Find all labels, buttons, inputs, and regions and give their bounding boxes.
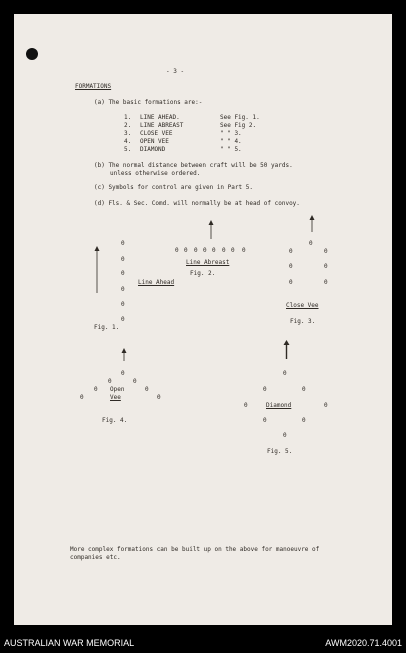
formation-ref: " " 5. — [220, 146, 242, 153]
craft-symbol: 0 — [184, 247, 188, 254]
craft-symbol: 0 — [263, 417, 267, 424]
fig-5-caption: Fig. 5. — [267, 448, 293, 455]
formation-name: LINE AHEAD. — [140, 114, 180, 121]
formation-name: LINE ABREAST — [140, 122, 184, 129]
line-ahead-label: Line Ahead — [138, 279, 175, 286]
direction-arrow-icon — [121, 348, 127, 362]
fig-1-caption: Fig. 1. — [94, 324, 120, 331]
close-vee-label: Close Vee — [286, 302, 319, 309]
diamond-label: Diamond — [266, 402, 292, 409]
craft-symbol: 0 — [121, 316, 125, 323]
craft-symbol: 0 — [231, 247, 235, 254]
craft-symbol: 0 — [212, 247, 216, 254]
craft-symbol: 0 — [324, 279, 328, 286]
craft-symbol: 0 — [194, 247, 198, 254]
formation-num: 3. — [124, 130, 132, 137]
craft-symbol: 0 — [283, 370, 287, 377]
direction-arrow-icon — [208, 220, 214, 240]
craft-symbol: 0 — [302, 417, 306, 424]
formation-name: DIAMOND — [140, 146, 166, 153]
craft-symbol: 0 — [309, 240, 313, 247]
craft-symbol: 0 — [121, 240, 125, 247]
archive-name: AUSTRALIAN WAR MEMORIAL — [4, 638, 135, 648]
direction-arrow-icon — [94, 246, 100, 294]
item-b-line-2: unless otherwise ordered. — [110, 170, 201, 177]
fig-2-caption: Fig. 2. — [190, 270, 216, 277]
formation-ref: See Fig 2. — [220, 122, 257, 129]
line-abreast-label: Line Abreast — [186, 259, 230, 266]
craft-symbol: 0 — [289, 279, 293, 286]
craft-symbol: 0 — [108, 378, 112, 385]
formation-ref: " " 3. — [220, 130, 242, 137]
direction-arrow-icon — [283, 340, 290, 360]
page-heading: FORMATIONS — [75, 83, 112, 90]
craft-symbol: 0 — [94, 386, 98, 393]
craft-symbol: 0 — [324, 402, 328, 409]
craft-symbol: 0 — [203, 247, 207, 254]
formation-num: 2. — [124, 122, 132, 129]
craft-symbol: 0 — [133, 378, 137, 385]
archive-footer — [0, 634, 406, 653]
archive-reference: AWM2020.71.4001 — [325, 638, 402, 648]
fig-3-caption: Fig. 3. — [290, 318, 316, 325]
craft-symbol: 0 — [289, 263, 293, 270]
formation-ref: " " 4. — [220, 138, 242, 145]
document-page — [14, 14, 392, 625]
craft-symbol: 0 — [283, 432, 287, 439]
formation-name: OPEN VEE — [140, 138, 169, 145]
formation-num: 1. — [124, 114, 132, 121]
craft-symbol: 0 — [302, 386, 306, 393]
closing-line-1: More complex formations can be built up on the above for manoeuvre of — [70, 546, 320, 553]
craft-symbol: 0 — [157, 394, 161, 401]
craft-symbol: 0 — [121, 286, 125, 293]
item-c: (c) Symbols for control are given in Part 5. — [94, 184, 253, 191]
open-vee-label-line-2: Vee — [110, 394, 121, 401]
item-d: (d) Fls. & Sec. Comd. will normally be at head of convoy. — [94, 200, 300, 207]
fig-4-caption: Fig. 4. — [102, 417, 128, 424]
formation-num: 4. — [124, 138, 132, 145]
craft-symbol: 0 — [244, 402, 248, 409]
formation-ref: See Fig. 1. — [220, 114, 260, 121]
formation-name: CLOSE VEE — [140, 130, 173, 137]
item-b-line-1: (b) The normal distance between craft will be 50 yards. — [94, 162, 293, 169]
page-number: - 3 - — [166, 68, 185, 75]
craft-symbol: 0 — [242, 247, 246, 254]
craft-symbol: 0 — [263, 386, 267, 393]
open-vee-label-line-1: Open — [110, 386, 125, 393]
direction-arrow-icon — [309, 215, 315, 233]
craft-symbol: 0 — [222, 247, 226, 254]
craft-symbol: 0 — [121, 256, 125, 263]
craft-symbol: 0 — [145, 386, 149, 393]
craft-symbol: 0 — [121, 370, 125, 377]
craft-symbol: 0 — [289, 248, 293, 255]
punch-hole — [26, 48, 38, 60]
craft-symbol: 0 — [324, 263, 328, 270]
craft-symbol: 0 — [175, 247, 179, 254]
craft-symbol: 0 — [121, 301, 125, 308]
craft-symbol: 0 — [80, 394, 84, 401]
formation-num: 5. — [124, 146, 132, 153]
craft-symbol: 0 — [121, 270, 125, 277]
closing-line-2: companies etc. — [70, 554, 121, 561]
craft-symbol: 0 — [324, 248, 328, 255]
item-a: (a) The basic formations are:- — [94, 99, 203, 106]
